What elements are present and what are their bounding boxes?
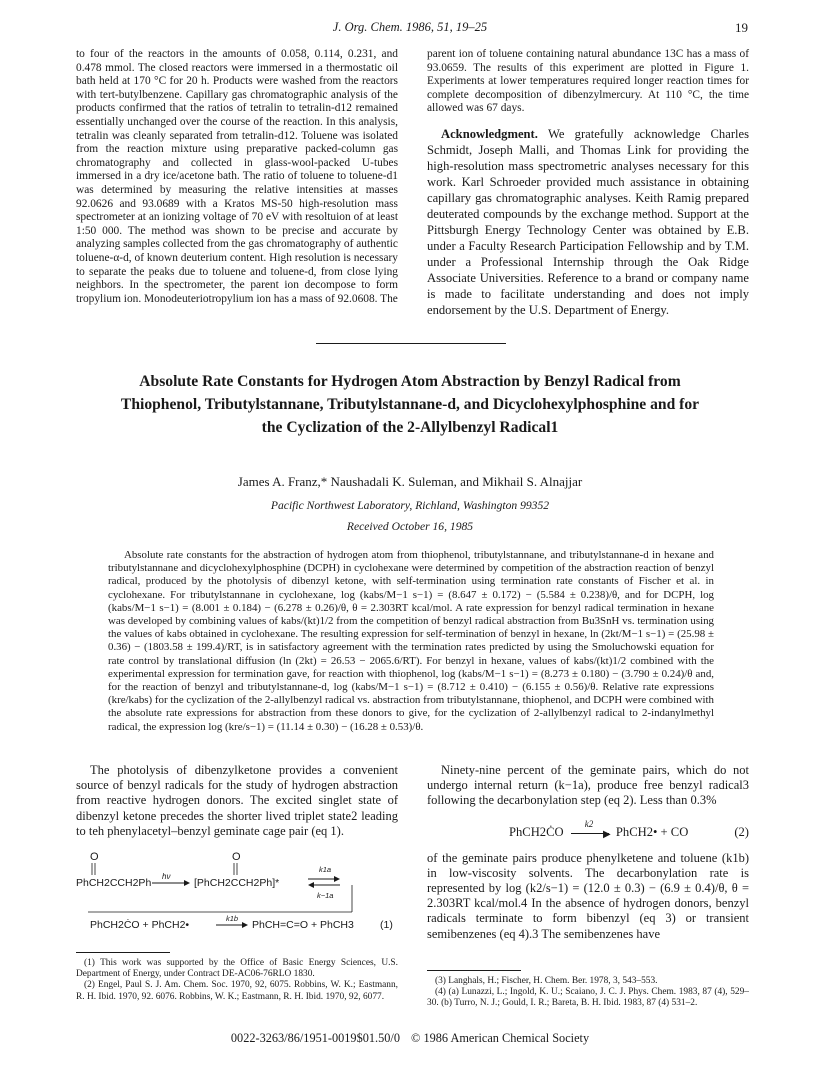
eq1-k1a-label: k1a [319,865,332,874]
footnotes-left [76,958,398,1003]
top-left-paragraph: to four of the reactors in the amounts of 0.058, 0.114, 0.231, and 0.478 mmol. The closed reactors were immersed in a thermostatic oil bath held at 170 °C for 20 h. Products were washed from the reactors with tert-butylbenzene. Capillary gas chromatographic analysis of the products confirmed that the ratios of tetralin to tetralin-d12 remained essentially unchanged over the course of the reaction. In this analysis, tetralin was cleanly separated from tetralin-d12. Toluene was isolated from the reaction mixture using preparative packed-column gas chromatography and collected in glass-wool-packed U-tubes immersed in a dry ice/acetone bath. The ratio of toluene to toluene-d1 was determined by measuring the relative intensities at masses 92.0626 and 93.0689 with a Kratos MS-50 high-resolution mass spectrometer at an ionizing voltage of 70 eV with resoltuion of at least 1:50 000. The method was shown to be precise and accurate by analyzing samples collected from the gas chromatography of authentic toluene-α-d, of known deuterium content. High resolution is necessary to separate the peaks due to toluene and toluene-d, from close lying neighbors. In the spectrometer, the parent ion decompose to form tropylium ion. Monodeuteriotropylium ion has a mass of 92.0608. The [76,48,398,305]
equation-1-scheme [76,848,398,946]
acknowledgment [427,126,749,318]
eq1-number: (1) [380,919,393,931]
footnote-4: (4) (a) Lunazzi, L.; Ingold, K. U.; Scaiano, J. C. J. Phys. Chem. 1983, 87 (4), 529–30. (b) Turro, N. J.; Gould, I. R.; Bareta, B. H. Ibid. 1983, 87 (4) 531–2. [427,987,749,1009]
eq1-reverse-arrow-head [308,882,314,888]
eq2-arrow [571,819,611,841]
footer-copyright: © 1986 American Chemical Society [411,1031,590,1045]
eq1-products: PhCH=C=O + PhCH3 [252,919,354,931]
eq1-hv-label: hν [162,872,171,881]
footnote-rule-left [76,952,170,953]
eq1-reactant: PhCH2CCH2Ph [76,877,152,889]
received-date: Received October 16, 1985 [346,520,474,533]
footnotes-right [427,976,749,1010]
eq1-oxygen-2: O [232,851,241,863]
running-head [0,20,820,35]
eq2-arrow-head-icon: ▶ [603,829,611,841]
eq2-number: (2) [734,824,749,839]
eq2-expression [509,819,689,841]
eq2-right: PhCH2• + CO [615,824,689,839]
footnote-3: (3) Langhals, H.; Fischer, H. Chem. Ber. 1978, 3, 543–553. [435,976,658,986]
abstract: Absolute rate constants for the abstraction of hydrogen atom from thiophenol, tributylstannane, and tributylstannane-d in hexane and tributylstannane and dicyclohexylphosphine (DCPH) in cyclohexane were determined by competition of the abstraction reaction of benzyl radical, produced by the photolysis of dibenzyl ketone, with self-termination using termination rate constants of Fischer et al. in cyclohexane. For tributylstannane in cyclohexane, log (kabs/M−1 s−1) = (8.647 ± 0.172) − (5.584 ± 0.238)/θ, and for DCPH, log (kabs/M−1 s−1) = (8.001 ± 0.184) − (6.278 ± 0.26)/θ, θ = 2.303RT kcal/mol. A rate expression for benzyl radical termination in hexane was developed by combining values of kabs/(kt)1/2 from the competition of benzyl radical abstraction from Bu3SnH vs. termination using the values of kabs obtained in cyclohexane. The resulting expression for self-termination of benzyl in hexane, ln (2kt/M−1 s−1) = (25.98 ± 0.36) − (1803.58 ± 199.4)/RT, is in satisfactory agreement with the termination rates predicted by using the Smoluchowski equation for rate control by translational diffusion (ln (2kt) = 26.53 − 2065.6/RT). For benzyl in hexane, values of kabs/(kt)1/2 combined with the experimental expression for termination gave, for reaction with thiophenol, log (kabs/M−1 s−1) = (8.273 ± 0.180) − (3.790 ± 0.24)/θ and, for the reaction of benzyl and tributylstannane-d, log (kabs/M−1 s−1) = (8.712 ± 0.410) − (6.155 ± 0.56)/θ. Relative rate expressions (kre/kabs) for the cyclization of the 2-allylbenzyl radical vs. abstraction from tributylstannane, thiophenol, and DCPH were combined with the absolute rate expressions for abstraction from these donors to give, for the cyclization of 2-allylbenzyl radical to 2-indanylmethyl radical, the expression log (kre/s−1) = (11.14 ± 0.30) − (16.28 ± 0.53)/θ. [108,549,714,733]
page-number: 19 [735,20,748,35]
top-right-column [427,48,749,318]
body-right-column [427,763,749,942]
running-head-text: J. Org. Chem. 1986, 51, 19–25 [332,20,488,34]
decarbonylation-paragraph: of the geminate pairs produce phenylketene and toluene (k1b) in low-viscosity solvents. The decarbonylation rate is represented by log (k2/s−1) = (12.0 ± 0.3) − (6.9 ± 0.4)/θ, θ = 2.303RT kcal/mol.4 In the absence of hydrogen donors, benzyl radicals terminate to form bibenzyl (eq 3) or transient semibenzenes (eq 4).3 The semibenzenes have [427,850,749,941]
top-left-column [76,48,398,306]
eq1-arrow-k1b-head [242,922,248,928]
equation-2 [427,811,749,851]
article-authors: James A. Franz,* Naushadali K. Suleman, and Mikhail S. Alnajjar [237,474,583,489]
eq1-arrow-hv-head [184,880,190,886]
eq2-left: PhCH2ĊO [509,824,564,839]
eq1-forward-arrow-head [334,876,340,882]
article-title: Absolute Rate Constants for Hydrogen Atom Abstraction by Benzyl Radical from Thiophenol, Tributylstannane, Tributylstannane-d, and Dicyclohexylphosphine and for the Cyclization of the 2-Allylbenzyl Radical1 [120,373,700,436]
eq2-k2-label: k2 [584,819,594,830]
footnote-rule-right [427,970,521,971]
footnote-2: (2) Engel, Paul S. J. Am. Chem. Soc. 1970, 92, 6075. Robbins, W. K.; Eastmann, R. H. Ibid. 1970, 92. 6076. Robbins, W. K.; Eastmann, R. H. Ibid. 1970, 92, 6077. [76,980,398,1002]
top-right-paragraph: parent ion of toluene containing natural abundance 13C has a mass of 93.0659. The results of this experiment are plotted in Figure 1. Experiments at lower temperatures required longer reaction times for complete decomposition of dibenzylmercury. At 110 °C, the time allowed was 67 days. [427,48,749,115]
page-footer [0,1031,820,1046]
footer-code: 0022-3263/86/1951-0019$01.50/0 [230,1031,400,1045]
eq1-geminate-pair: PhCH2ĊO + PhCH2• [90,919,190,931]
eq1-k-1a-label: k−1a [317,891,334,900]
author-affiliation: Pacific Northwest Laboratory, Richland, Washington 99352 [270,499,550,512]
body-left-column [76,763,398,839]
eq1-excited-state: [PhCH2CCH2Ph]* [194,877,280,889]
eq1-oxygen-1: O [90,851,99,863]
section-divider [316,343,506,344]
acknowledgment-text: We gratefully acknowledge Charles Schmidt, Joseph Malli, and Thomas Link for providing the high-resolution mass spectrometric analyses necessary for this work. Karl Schroeder provided much assistance in obtaining capillary gas chromatographic analyses. Keith Ramig prepared deuterated compounds by the exchange method. Support at the Pittsburgh Energy Technology Center was obtained by E.B. under a Faculty Research Participation Fellowship and by T.M. under a Professional Internship through the Oak Ridge Associate Universities. Reference to a brand or company name is made to facilitate understanding and does not imply endorsement by the U.S. Department of Energy. [427,126,750,317]
eq1-k1b-label: k1b [226,914,239,923]
footnote-1: (1) This work was supported by the Office of Basic Energy Sciences, U.S. Department of Energy, under Contract DE-AC06-76RLO 1830. [76,958,398,980]
acknowledgment-heading: Acknowledgment. [441,126,538,141]
geminate-paragraph: Ninety-nine percent of the geminate pairs, which do not undergo internal return (k−1a), produce free benzyl radical3 following the decarbonylation step (eq 2). Less than 0.3% [427,763,749,808]
intro-paragraph: The photolysis of dibenzylketone provides a convenient source of benzyl radicals for the study of hydrogen abstraction from reactive hydrogen donors. The excited singlet state of dibenzyl ketone precedes the shorter lived triplet state2 leading to teh phenylacetyl–benzyl geminate cage pair (eq 1). [76,763,398,838]
